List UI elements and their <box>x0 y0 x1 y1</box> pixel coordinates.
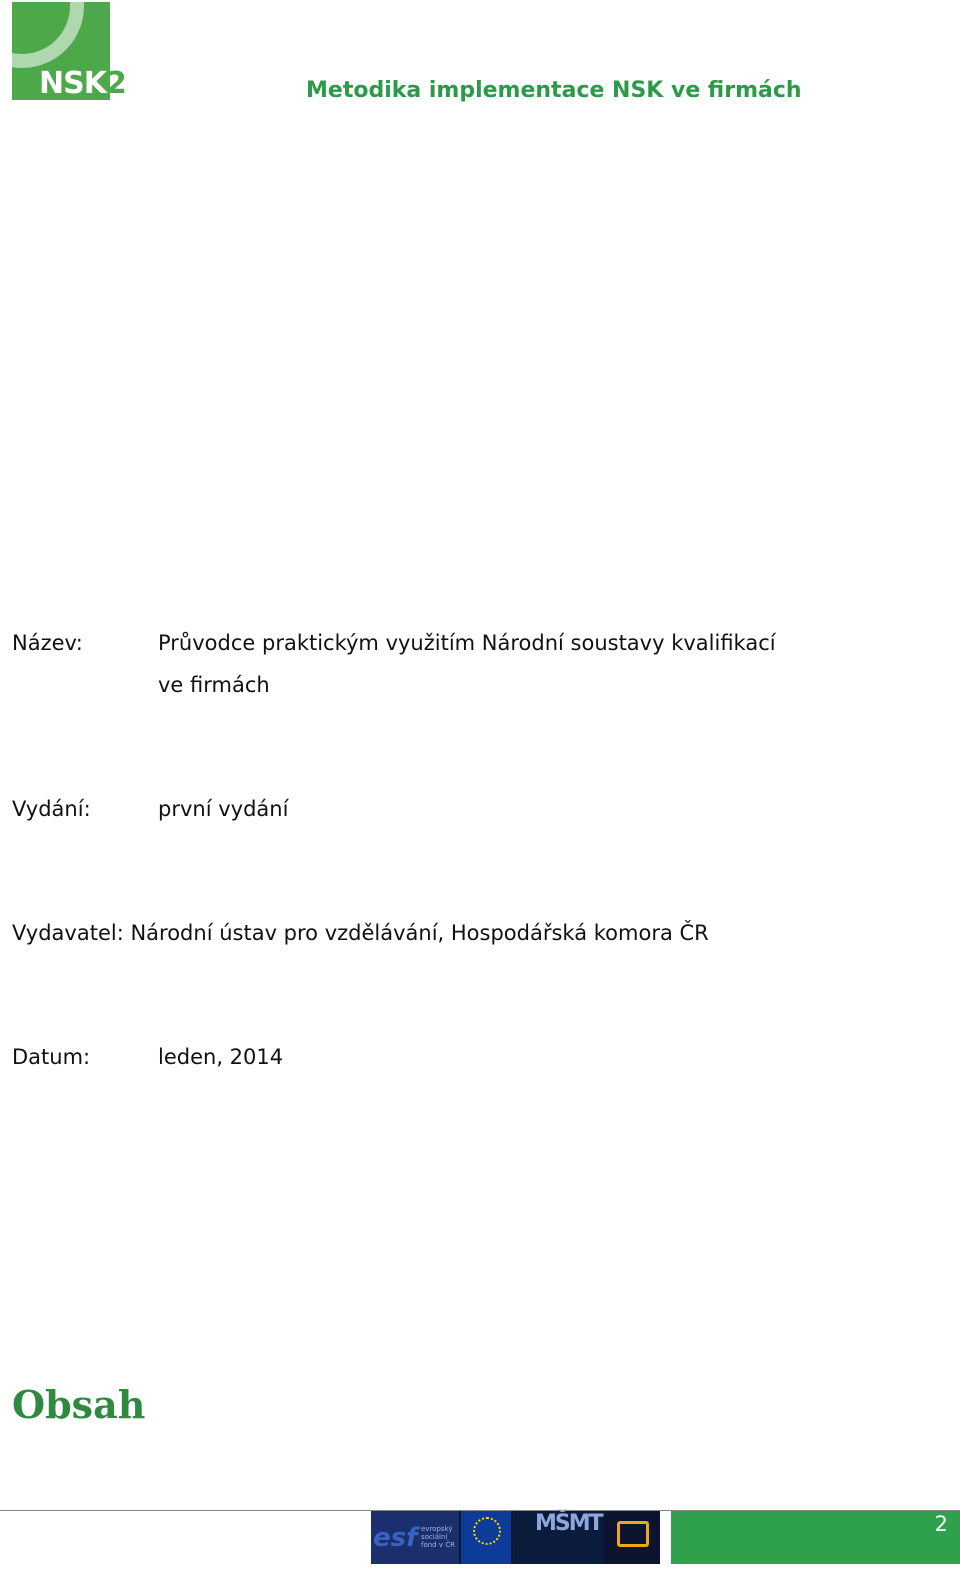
date-value: leden, 2014 <box>158 1045 284 1069</box>
msmt-logo-text: MŠMT <box>535 1511 602 1536</box>
footer-green-bar <box>671 1511 960 1564</box>
eu-flag-logo <box>461 1511 511 1564</box>
name-label: Název: <box>12 631 83 655</box>
header-title: Metodika implementace NSK ve firmách <box>306 78 802 103</box>
esf-logo-text: esf <box>373 1523 418 1553</box>
logo-digit: 2 <box>105 66 126 101</box>
esf-logo <box>371 1511 459 1564</box>
edition-label: Vydání: <box>12 797 91 821</box>
op-frame-icon <box>617 1521 649 1547</box>
op-logo <box>605 1511 660 1564</box>
toc-heading: Obsah <box>12 1382 146 1427</box>
date-label: Datum: <box>12 1045 91 1069</box>
esf-logo-subtext: evropský sociální fond v ČR <box>421 1525 455 1549</box>
name-value-line1: Průvodce praktickým využitím Národní soustavy kvalifikací <box>158 631 776 655</box>
eu-stars-icon <box>473 1517 501 1545</box>
nsk2-logo <box>12 2 126 101</box>
name-value-line2: ve firmách <box>158 673 270 697</box>
logo-wordmark <box>39 66 126 101</box>
msmt-logo <box>513 1511 603 1564</box>
page-number: 2 <box>934 1512 948 1536</box>
footer-logo-strip <box>371 1511 660 1564</box>
edition-value: první vydání <box>158 797 289 821</box>
logo-arc-icon <box>0 0 84 68</box>
logo-text: NSK <box>39 66 106 101</box>
publisher-line: Vydavatel: Národní ústav pro vzdělávání, Hospodářská komora ČR <box>12 921 709 945</box>
